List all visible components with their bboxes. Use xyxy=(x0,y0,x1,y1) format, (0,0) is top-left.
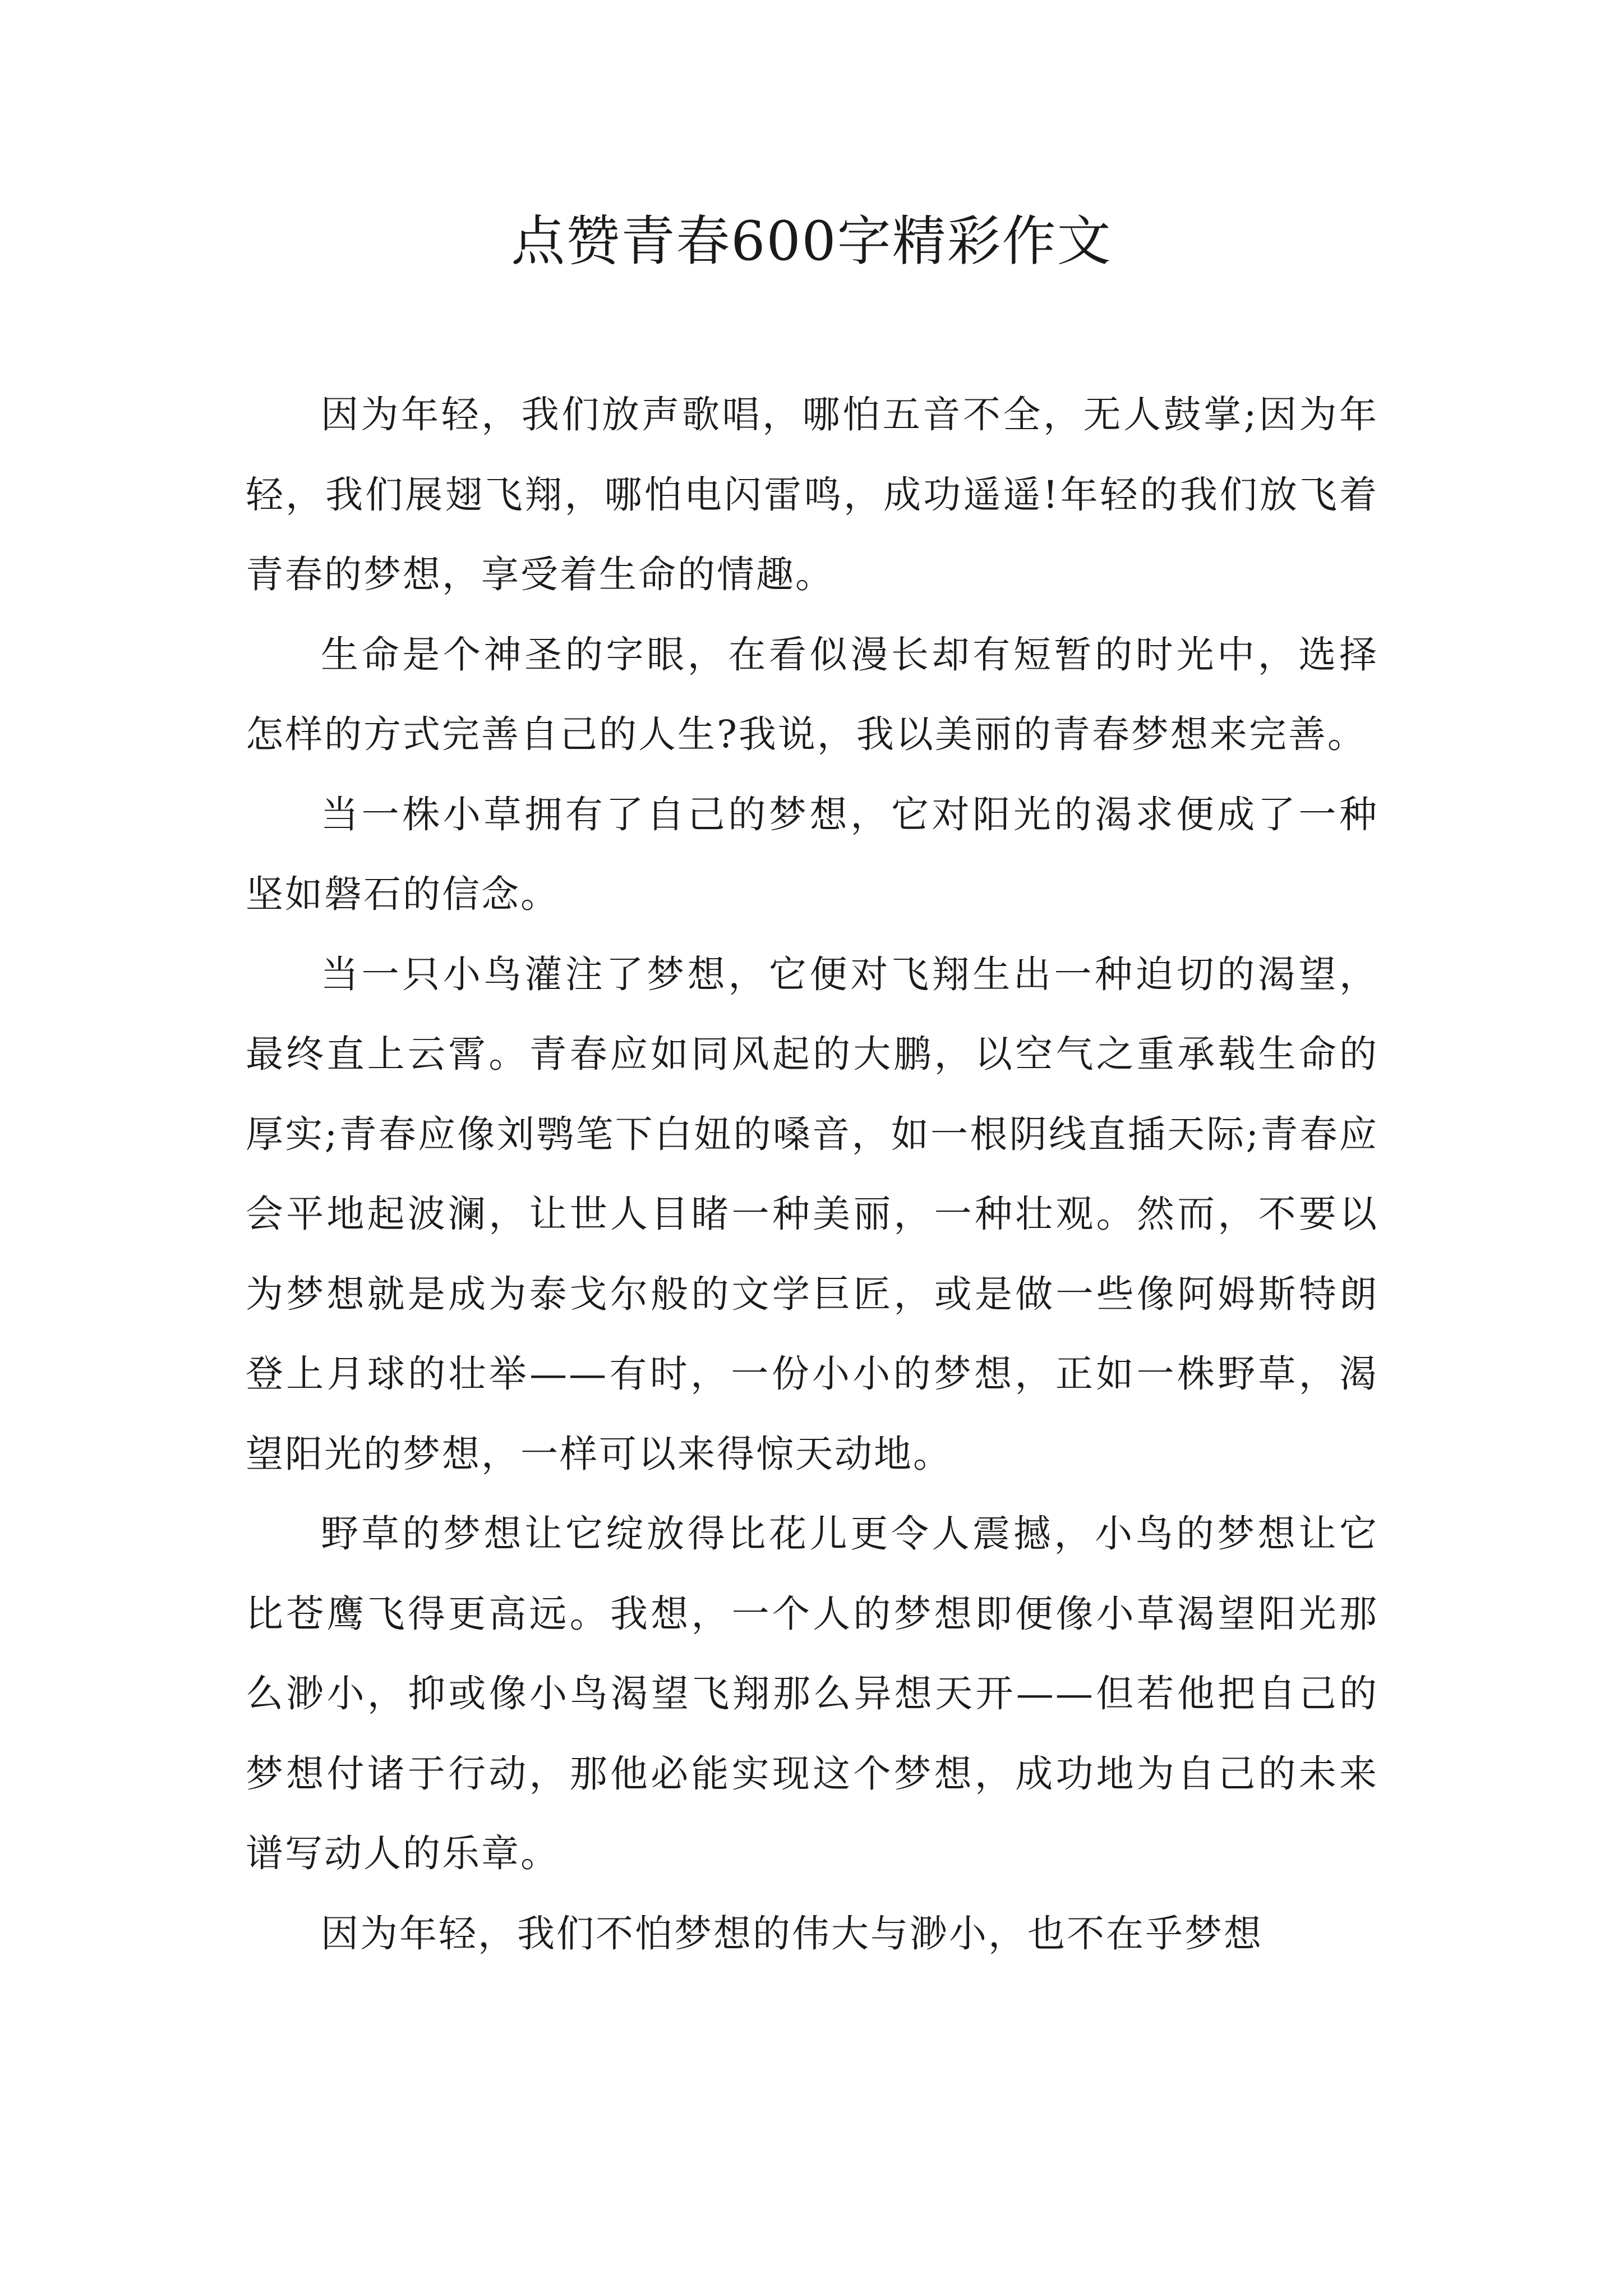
paragraph: 生命是个神圣的字眼，在看似漫长却有短暂的时光中，选择怎样的方式完善自己的人生?我说，我以美丽的青春梦想来完善。 xyxy=(246,632,1378,756)
document-title: 点赞青春600字精彩作文 xyxy=(511,210,1112,273)
paragraph: 因为年轻，我们不怕梦想的伟大与渺小，也不在乎梦想 xyxy=(321,1911,1263,1955)
paragraph: 因为年轻，我们放声歌唱，哪怕五音不全，无人鼓掌;因为年轻，我们展翅飞翔，哪怕电闪雷鸣，成功遥遥!年轻的我们放飞着青春的梦想，享受着生命的情趣。 xyxy=(246,393,1378,596)
paragraph: 野草的梦想让它绽放得比花儿更令人震撼，小鸟的梦想让它比苍鹰飞得更高远。我想，一个人的梦想即便像小草渴望阳光那么渺小，抑或像小鸟渴望飞翔那么异想天开——但若他把自己的梦想付诸于行动，那他必能实现这个梦想，成功地为自己的未来谱写动人的乐章。 xyxy=(246,1512,1378,1875)
document-body xyxy=(246,375,1378,1973)
paragraph: 当一株小草拥有了自己的梦想，它对阳光的渴求便成了一种坚如磐石的信念。 xyxy=(246,792,1378,916)
paragraph: 当一只小鸟灌注了梦想，它便对飞翔生出一种迫切的渴望，最终直上云霄。青春应如同风起的大鹏，以空气之重承载生命的厚实;青春应像刘鹗笔下白妞的嗓音，如一根阴线直插天际;青春应会平地起波澜，让世人目睹一种美丽，一种壮观。然而，不要以为梦想就是成为泰戈尔般的文学巨匠，或是做一些像阿姆斯特朗登上月球的壮举——有时，一份小小的梦想，正如一株野草，渴望阳光的梦想，一样可以来得惊天动地。 xyxy=(246,952,1378,1476)
